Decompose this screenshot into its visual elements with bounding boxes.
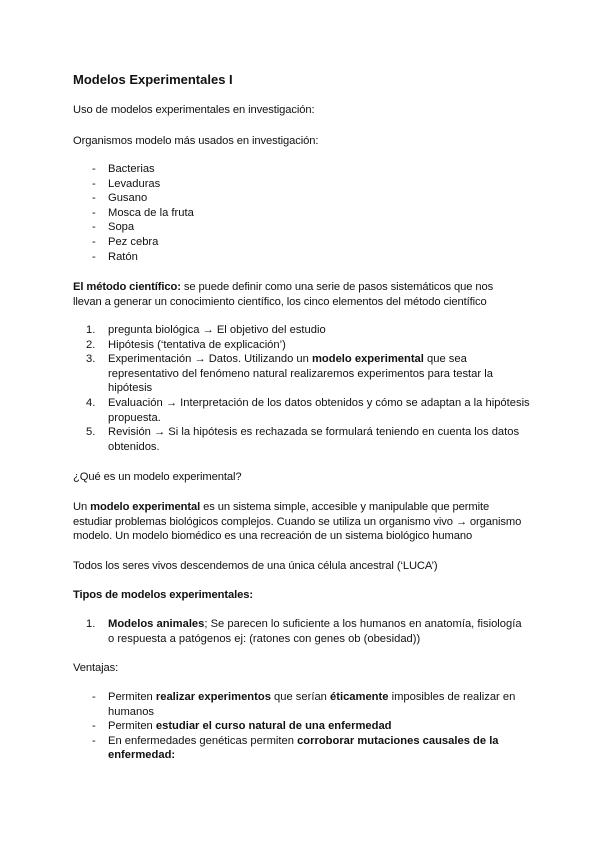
list-bullet: - <box>92 207 96 219</box>
step-text: Revisión → Si la hipótesis es rechazada se formulará teniendo en cuenta los datos <box>108 426 520 438</box>
step-text-part: Experimentación → Datos. Utilizando un <box>108 353 312 365</box>
advantage-part: imposibles de realizar en <box>388 691 516 703</box>
types-heading: Tipos de modelos experimentales: <box>73 589 254 601</box>
list-bullet: - <box>92 251 96 263</box>
step-text-part: que sea <box>423 353 467 365</box>
advantage-part: Permiten <box>108 691 156 703</box>
step-bold: modelo experimental <box>311 353 424 365</box>
method-label: El método científico: <box>73 281 181 293</box>
list-bullet: - <box>92 735 96 747</box>
list-item: Levaduras <box>108 178 161 190</box>
list-item: Mosca de la fruta <box>108 207 194 219</box>
page-title: Modelos Experimentales I <box>73 72 233 87</box>
list-bullet: - <box>92 720 96 732</box>
list-bullet: - <box>92 192 96 204</box>
method-line-1 <box>73 280 493 295</box>
advantages-heading: Ventajas: <box>73 662 119 674</box>
advantage-item <box>108 690 515 705</box>
step-text: hipótesis <box>108 382 153 394</box>
step-number: 1. <box>86 324 96 336</box>
definition-bold: modelo experimental <box>90 501 201 513</box>
advantage-part: Permiten <box>108 720 156 732</box>
list-item: Sopa <box>108 221 135 233</box>
advantage-bold: enfermedad: <box>108 749 176 761</box>
advantage-item <box>108 748 175 763</box>
advantage-item <box>108 719 392 734</box>
step-text: Evaluación → Interpretación de los datos obtenidos y cómo se adaptan a la hipótesis <box>108 397 530 409</box>
organisms-heading: Organismos modelo más usados en investigación: <box>73 135 319 147</box>
list-bullet: - <box>92 178 96 190</box>
definition-line-3: modelo. Un modelo biomédico es una recreación de un sistema biológico humano <box>73 530 473 542</box>
list-item: Gusano <box>108 192 148 204</box>
luca-text: Todos los seres vivos descendemos de una única célula ancestral (‘LUCA’) <box>73 560 438 572</box>
advantage-part: En enfermedades genéticas permiten <box>108 735 298 747</box>
advantage-bold: éticamente <box>330 691 389 703</box>
step-text: obtenidos. <box>108 441 160 453</box>
step-number: 5. <box>86 426 96 438</box>
step-number: 4. <box>86 397 96 409</box>
list-item: Pez cebra <box>108 236 159 248</box>
step-text: representativo del fenómeno natural realizaremos experimentos para testar la <box>108 368 493 380</box>
advantage-bold: realizar experimentos <box>155 691 271 703</box>
definition-line-2: estudiar problemas biológicos complejos. Cuando se utiliza un organismo vivo → organismo <box>73 516 522 528</box>
intro-text: Uso de modelos experimentales en investigación: <box>73 104 315 116</box>
step-text: pregunta biológica → El objetivo del estudio <box>108 324 326 336</box>
definition-line-1 <box>73 500 489 515</box>
question-text: ¿Qué es un modelo experimental? <box>73 471 242 483</box>
list-item: Ratón <box>108 251 138 263</box>
list-bullet: - <box>92 221 96 233</box>
list-bullet: - <box>92 236 96 248</box>
advantage-item <box>108 734 499 749</box>
step-text: Hipótesis (‘tentativa de explicación’) <box>108 339 286 351</box>
definition-part: Un <box>73 501 91 513</box>
method-text: se puede definir como una serie de pasos sistemáticos que nos <box>180 281 494 293</box>
list-item: Bacterias <box>108 163 155 175</box>
step-text <box>108 352 467 367</box>
type-text: o respuesta a patógenos ej: (ratones con genes ob (obesidad)) <box>108 633 421 645</box>
type-bold: Modelos animales <box>108 618 205 630</box>
advantage-part: que serían <box>270 691 331 703</box>
step-number: 2. <box>86 339 96 351</box>
step-number: 3. <box>86 353 96 365</box>
advantage-bold: estudiar el curso natural de una enfermedad <box>155 720 392 732</box>
method-line-2: llevan a generar un conocimiento científico, los cinco elementos del método científico <box>73 296 487 308</box>
type-text-part: ; Se parecen lo suficiente a los humanos en anatomía, fisiología <box>204 618 522 630</box>
step-text: propuesta. <box>108 412 161 424</box>
advantage-item: humanos <box>108 706 155 718</box>
advantage-bold: corroborar mutaciones causales de la <box>297 735 499 747</box>
definition-part: es un sistema simple, accesible y manipulable que permite <box>200 501 490 513</box>
type-text <box>108 617 522 632</box>
list-bullet: - <box>92 163 96 175</box>
type-number: 1. <box>86 618 96 630</box>
list-bullet: - <box>92 691 96 703</box>
